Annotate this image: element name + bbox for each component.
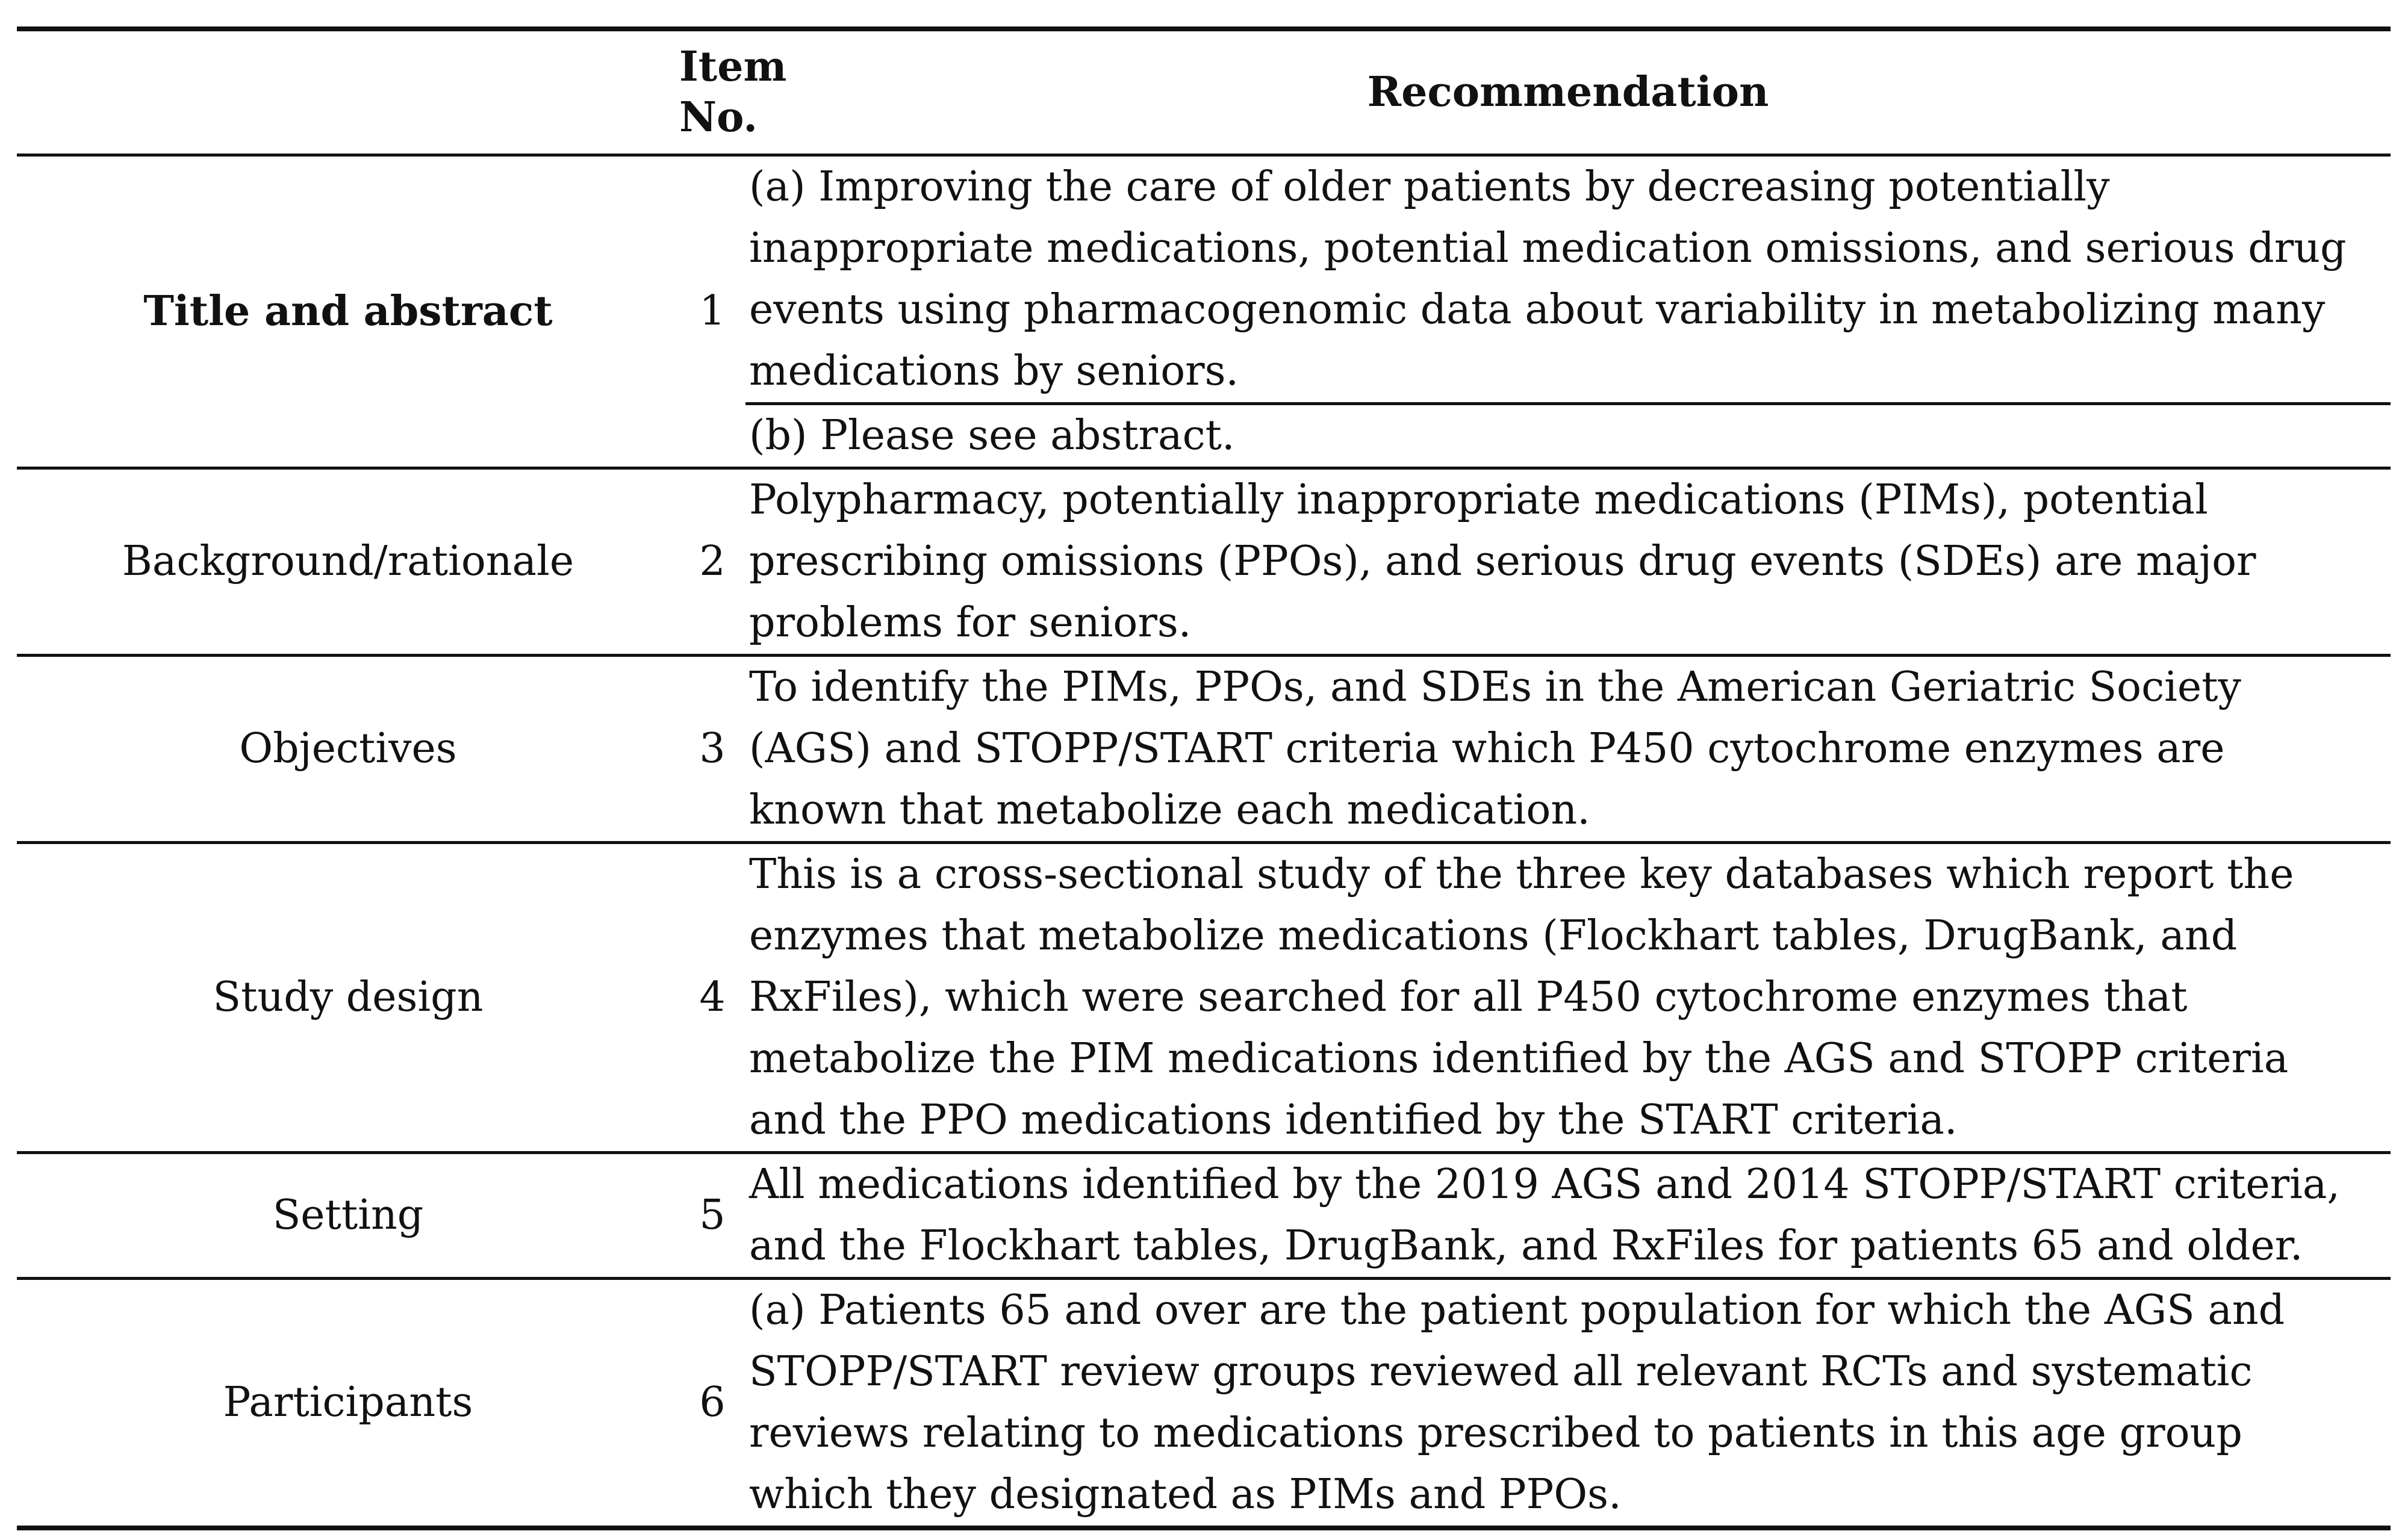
table-row [17,1152,2391,1278]
row-label: Background/rationale [17,468,679,655]
header-item-no [679,29,787,155]
table-body [17,155,2391,1528]
table-row [17,655,2391,842]
row-item-no: 6 [679,1278,745,1528]
table-row [17,1278,2391,1528]
row-recommendation: This is a cross-sectional study of the three key databases which report the enzymes that metabolize medications (Flockhart tables, DrugBank, and RxFiles), which were searched for all P450 cytochrome enzymes that metabolize the PIM medications identified by the AGS and STOPP criteria and the PPO medications identified by the START criteria. [745,842,2391,1152]
row-item-no: 1 [679,155,745,468]
row-recommendation: Polypharmacy, potentially inappropriate medications (PIMs), potential prescribing omissions (PPOs), and serious drug events (SDEs) are major problems for seniors. [745,468,2391,655]
row-recommendation: (a) Patients 65 and over are the patient population for which the AGS and STOPP/START review groups reviewed all relevant RCTs and systematic reviews relating to medications prescribed to patients in this age group which they designated as PIMs and PPOs. [745,1278,2391,1528]
header-row [17,29,2391,155]
row-label: Participants [17,1278,679,1528]
table-row [17,842,2391,1152]
row-label: Study design [17,842,679,1152]
row-label: Title and abstract [17,155,679,468]
header-recommendation: Recommendation [745,29,2391,155]
row-recommendation: All medications identified by the 2019 AGS and 2014 STOPP/START criteria, and the Flockhart tables, DrugBank, and RxFiles for patients 65 and older. [745,1152,2391,1278]
row-item-no: 2 [679,468,745,655]
strobe-checklist-table [17,26,2391,1530]
table-row [17,155,2391,403]
row-item-no: 3 [679,655,745,842]
row-recommendation: (a) Improving the care of older patients by decreasing potentially inappropriate medications, potential medication omissions, and serious drug events using pharmacogenomic data about variability in metabolizing many medications by seniors. [745,155,2391,403]
header-item-line1: Item [679,43,787,92]
row-item-no: 4 [679,842,745,1152]
header-item-line2: No. [679,93,758,142]
row-recommendation: (b) Please see abstract. [745,403,2391,468]
row-recommendation: To identify the PIMs, PPOs, and SDEs in the American Geriatric Society (AGS) and STOPP/START criteria which P450 cytochrome enzymes are known that metabolize each medication. [745,655,2391,842]
row-item-no: 5 [679,1152,745,1278]
row-label: Setting [17,1152,679,1278]
table-row [17,468,2391,655]
table-header [17,29,2391,155]
header-section [17,29,679,155]
row-label: Objectives [17,655,679,842]
